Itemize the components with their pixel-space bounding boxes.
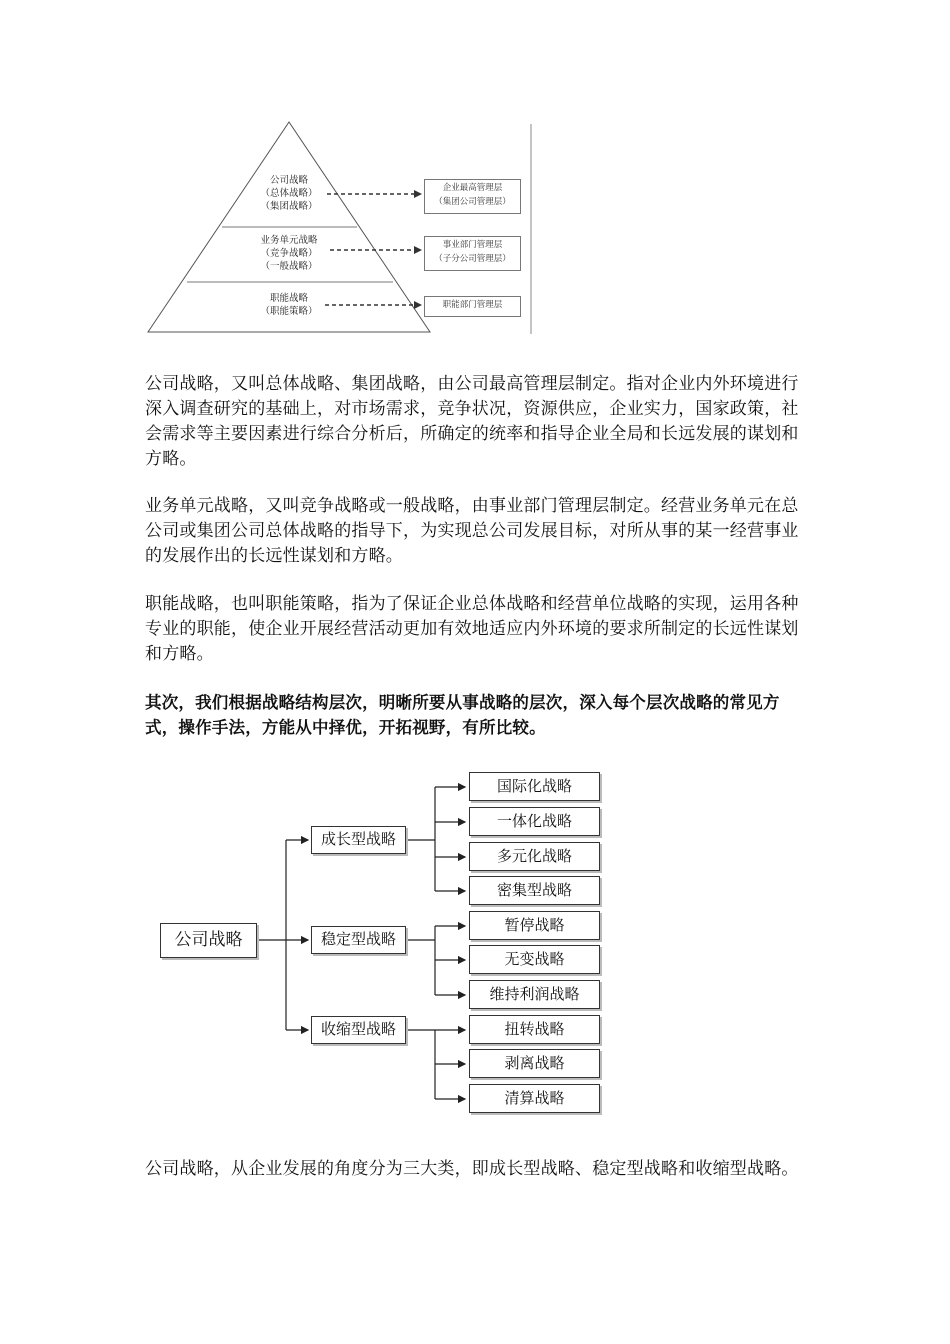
pyramid-level-title: 业务单元战略 (260, 235, 318, 246)
pyramid-box-division-management (424, 236, 521, 271)
tree-leaf: 一体化战略 (469, 807, 600, 836)
pyramid-level-sub: （职能策略） (260, 306, 318, 317)
tree-root-corporate-strategy: 公司战略 (160, 923, 257, 958)
pyramid-level-functional (250, 292, 328, 318)
tree-branch-stable: 稳定型战略 (311, 926, 406, 954)
pyramid-level-sub: （集团战略） (260, 201, 318, 212)
tree-leaf: 密集型战略 (469, 876, 600, 905)
pyramid-box-top-management (424, 179, 521, 214)
strategy-tree (0, 760, 950, 1120)
pyramid-level-title: 职能战略 (269, 293, 308, 304)
tree-leaf: 暂停战略 (469, 911, 600, 940)
pyramid-box-line: （子分公司管理层） (434, 254, 511, 264)
pyramid-level-title: 公司战略 (269, 175, 308, 186)
tree-leaf: 清算战略 (469, 1084, 600, 1113)
paragraph-business-unit-strategy: 业务单元战略，又叫竞争战略或一般战略，由事业部门管理层制定。经营业务单元在总公司或集团公司总体战略的指导下，为实现总公司发展目标，对所从事的某一经营事业的发展作出的长远性谋划和方略。 (145, 496, 799, 566)
tree-branch-growth: 成长型战略 (311, 826, 406, 854)
paragraph-emphasis: 其次，我们根据战略结构层次，明晰所要从事战略的层次，深入每个层次战略的常见方式，操作手法，方能从中择优，开拓视野，有所比较。 (145, 693, 780, 737)
pyramid-box-line: （集团公司管理层） (434, 197, 511, 207)
tree-leaf: 扭转战略 (469, 1015, 600, 1044)
paragraph-corporate-strategy: 公司战略，又叫总体战略、集团战略，由公司最高管理层制定。指对企业内外环境进行深入调查研究的基础上，对市场需求，竞争状况，资源供应，企业实力，国家政策，社会需求等主要因素进行综合分析后，所确定的统率和指导企业全局和长远发展的谋划和方略。 (145, 374, 799, 469)
pyramid-level-business (246, 234, 332, 273)
pyramid-box-line: 企业最高管理层 (442, 183, 503, 193)
pyramid-lines (0, 0, 950, 340)
pyramid-level-sub: （一般战略） (260, 261, 318, 272)
tree-leaf: 无变战略 (469, 945, 600, 974)
pyramid-box-functional-management (424, 296, 521, 317)
paragraph-functional-strategy: 职能战略，也叫职能策略，指为了保证企业总体战略和经营单位战略的实现，运用各种专业的职能，使企业开展经营活动更加有效地适应内外环境的要求所制定的长远性谋划和方略。 (145, 594, 799, 664)
pyramid-level-corporate (250, 174, 328, 213)
tree-leaf: 国际化战略 (469, 772, 600, 801)
pyramid-box-line: 事业部门管理层 (442, 240, 503, 250)
paragraph-corporate-strategy-types: 公司战略，从企业发展的角度分为三大类，即成长型战略、稳定型战略和收缩型战略。 (145, 1159, 799, 1179)
pyramid-box-line: 职能部门管理层 (442, 300, 503, 310)
pyramid-level-sub: （竞争战略） (260, 248, 318, 259)
tree-leaf: 剥离战略 (469, 1049, 600, 1078)
tree-branch-retrenchment: 收缩型战略 (311, 1016, 406, 1044)
pyramid-level-sub: （总体战略） (260, 188, 318, 199)
tree-leaf: 多元化战略 (469, 842, 600, 871)
tree-leaf: 维持利润战略 (469, 980, 600, 1009)
pyramid-figure (0, 0, 950, 340)
